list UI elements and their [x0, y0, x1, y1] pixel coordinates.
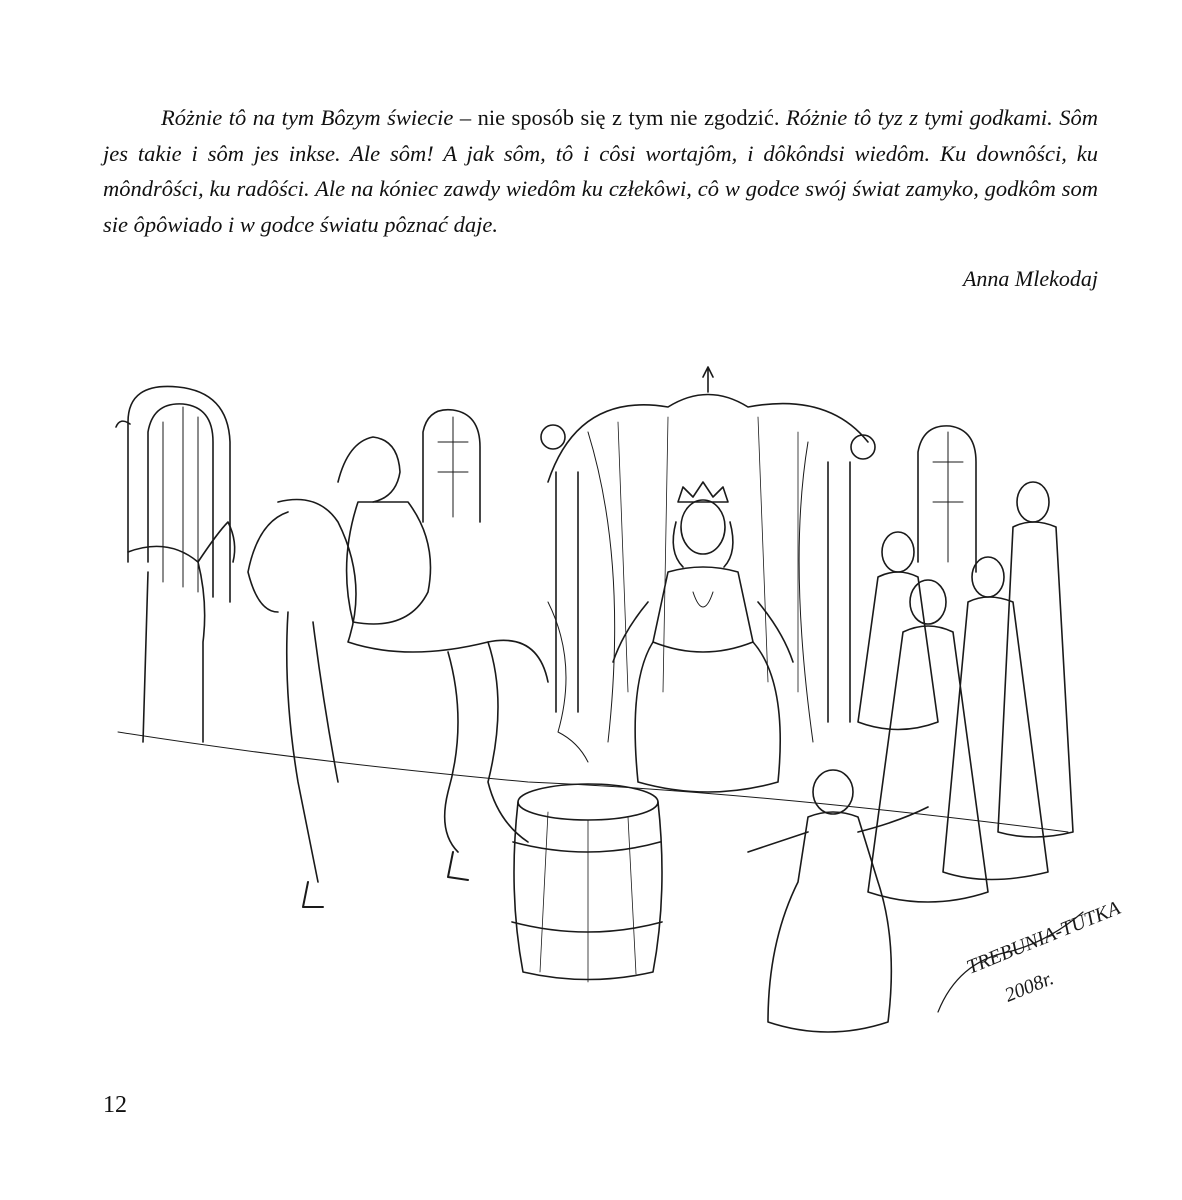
paragraph-italic-opening: Różnie tô na tym Bôzym świecie [161, 105, 454, 130]
floor-line [118, 732, 1068, 832]
intro-paragraph [103, 100, 1098, 242]
arch-window-right [918, 426, 976, 572]
ink-drawing [108, 362, 1124, 1042]
horse-and-rider [248, 437, 588, 907]
illustration-queen-court [108, 362, 1124, 1042]
paragraph-upright-phrase: – nie sposób się z tym nie zgodzić. [453, 105, 787, 130]
paragraph-italic-body: Różnie tô tyz z tymi godkami. Sôm jes takie i sôm jes inkse. Ale sôm! A jak sôm, tô i côsi wortajôm, i dôkôndsi wiedôm. Ku downôści, ku môndrôści, ku radôści. Ale na kóniec zawdy wiedôm ku człekôwi, cô w godce swój świat zamyko, godkôm som sie ôpôwiado i w godce światu pôznać daje. [103, 105, 1098, 237]
artist-signature [938, 897, 1124, 1012]
ladies-group-right [858, 482, 1073, 902]
throne-canopy [541, 367, 875, 742]
signature-year: 2008r. [1001, 967, 1057, 1007]
woman-front-center [748, 770, 928, 1032]
arch-window-middle [423, 410, 480, 522]
background-horse [128, 522, 235, 742]
signature-name: TREBUNIA-TUTKA [963, 897, 1124, 979]
arch-window-left [116, 386, 230, 602]
page-number: 12 [103, 1092, 127, 1118]
barrel [512, 784, 662, 982]
author-name: Anna Mlekodaj [962, 266, 1098, 291]
